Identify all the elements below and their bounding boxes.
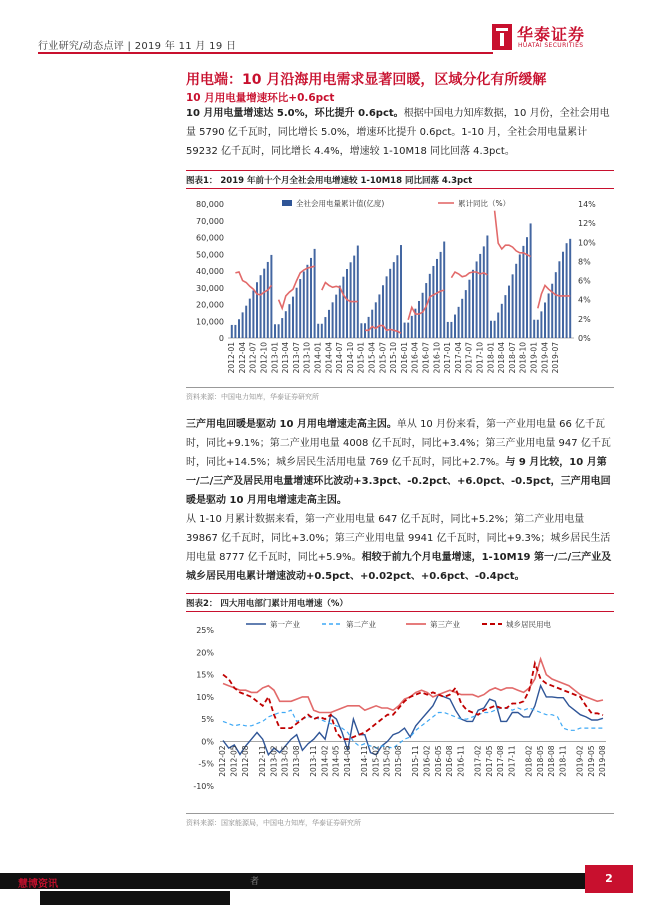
bar <box>461 299 463 338</box>
x-tick-label: 2016-10 <box>432 342 442 374</box>
company-logo <box>492 22 612 54</box>
x-tick-label: 2016-11 <box>456 745 466 777</box>
x-tick-label: 2017-02 <box>473 745 483 777</box>
x-tick-label: 2015-02 <box>371 745 381 777</box>
y-right-tick-label: 6% <box>578 276 591 286</box>
legend-label-4: 城乡居民用电 <box>506 620 551 629</box>
bar <box>486 235 488 338</box>
bar <box>508 286 510 338</box>
bar <box>285 311 287 338</box>
x-tick-label: 2018-01 <box>486 342 496 374</box>
bar <box>454 315 456 338</box>
x-tick-label: 2017-07 <box>464 342 474 374</box>
x-tick-label: 2015-08 <box>394 745 404 777</box>
legend-swatch-bars <box>282 200 292 206</box>
bar <box>393 262 395 338</box>
bar <box>245 306 247 338</box>
figure-2-title: 图表2： 四大用电部门累计用电增速（%） <box>186 593 614 612</box>
y-right-tick-label: 12% <box>578 219 596 229</box>
paragraph-2-conclusion: 与 9 月比较，10 月第一/二/三产及居民用电量增速环比波动+3.3pct、-0.2pct、+6.0pct、-0.5pct，三产用电回暖是驱动 10 月用电增速走高主因。 <box>186 457 611 506</box>
header-rule <box>38 52 493 54</box>
x-tick-label: 2014-08 <box>343 745 353 777</box>
x-tick-label: 2016-08 <box>445 745 455 777</box>
paragraph-2 <box>186 415 614 510</box>
x-tick-label: 2015-04 <box>367 342 377 374</box>
bar <box>530 223 532 338</box>
bar <box>292 297 294 338</box>
bar <box>569 239 571 338</box>
x-tick-label: 2012-11 <box>257 745 267 777</box>
x-tick-label: 2019-01 <box>529 342 539 374</box>
bar <box>375 302 377 338</box>
bar <box>540 311 542 338</box>
bar <box>504 295 506 338</box>
x-tick-label: 2012-08 <box>240 745 250 777</box>
x-tick-label: 2014-07 <box>335 342 345 374</box>
bar <box>353 256 355 338</box>
footer-dot-text: 点 <box>20 896 30 906</box>
x-tick-label: 2014-04 <box>324 342 334 374</box>
page-number: 2 <box>585 865 633 893</box>
figure-1-chart <box>186 190 614 388</box>
bar <box>382 285 384 338</box>
bar <box>566 243 568 338</box>
bar <box>447 322 449 338</box>
bar <box>483 246 485 338</box>
bar <box>404 323 406 338</box>
bar <box>321 324 323 338</box>
bar <box>432 266 434 338</box>
x-tick-label: 2015-11 <box>411 745 421 777</box>
y-left-tick-label: 70,000 <box>196 216 224 226</box>
bar <box>242 312 244 338</box>
x-tick-label: 2014-02 <box>320 745 330 777</box>
x-tick-label: 2017-01 <box>443 342 453 374</box>
y-right-tick-label: 2% <box>578 314 591 324</box>
x-tick-label: 2015-05 <box>382 745 392 777</box>
y-left-tick-label: 30,000 <box>196 283 224 293</box>
x-tick-label: 2017-11 <box>507 745 517 777</box>
bar <box>328 310 330 338</box>
bar <box>544 302 546 338</box>
bar <box>501 304 503 338</box>
y-tick-label: -5% <box>198 759 214 769</box>
bar <box>425 283 427 338</box>
y-right-tick-label: 4% <box>578 295 591 305</box>
x-tick-label: 2014-01 <box>313 342 323 374</box>
bar <box>422 293 424 338</box>
bar <box>396 255 398 338</box>
paragraph-2-body: 单从 10 月份来看，第一产业用电量 66 亿千瓦时，同比+9.1%；第二产业用电量 4008 亿千瓦时，同比+3.4%；第三产业用电量 947 亿千瓦时，同比+14.5%；城乡居民生活用电量 769 亿千瓦时，同比+2.7%。 <box>186 419 611 468</box>
bar <box>249 299 251 338</box>
bar <box>339 286 341 338</box>
bar <box>465 290 467 338</box>
x-tick-label: 2013-01 <box>270 342 280 374</box>
x-tick-label: 2014-11 <box>360 745 370 777</box>
bar <box>270 255 272 338</box>
x-tick-label: 2018-10 <box>518 342 528 374</box>
bar <box>274 324 276 338</box>
header-text: 行业研究/动态点评 | 2019 年 11 月 19 日 <box>38 41 237 52</box>
bar <box>238 319 240 338</box>
x-tick-label: 2012-02 <box>218 745 228 777</box>
bar <box>537 320 539 338</box>
bar <box>346 269 348 338</box>
bar <box>479 254 481 338</box>
bar <box>400 245 402 338</box>
bar <box>378 294 380 338</box>
x-tick-label: 2018-04 <box>497 342 507 374</box>
bar <box>260 275 262 338</box>
x-tick-label: 2016-04 <box>410 342 420 374</box>
x-tick-label: 2017-05 <box>484 745 494 777</box>
bar <box>263 269 265 338</box>
y-tick-label: 15% <box>196 670 214 680</box>
bar <box>490 321 492 338</box>
x-tick-label: 2015-07 <box>378 342 388 374</box>
legend-label-line: 累计同比（%） <box>458 199 511 208</box>
y-tick-label: 0% <box>201 737 214 747</box>
bar <box>317 324 319 338</box>
bar <box>256 282 258 338</box>
y-right-tick-label: 8% <box>578 257 591 267</box>
bar <box>468 280 470 338</box>
x-tick-label: 2014-10 <box>345 342 355 374</box>
bar <box>515 264 517 338</box>
paragraph-1-body: 根据中国电力知库数据，10 月份，全社会用电量 5790 亿千瓦时，同比增长 5.0%，增速环比提升 0.6pct。1-10 月，全社会用电量累计 59232 亿千瓦时，同比增长 4.4%，增速较 1-10M18 同比回落 4.3pct。 <box>186 108 610 157</box>
y-left-tick-label: 80,000 <box>196 200 224 209</box>
x-tick-label: 2015-10 <box>389 342 399 374</box>
x-tick-label: 2017-08 <box>496 745 506 777</box>
logo-mark-icon <box>492 24 512 50</box>
figure-1-source: 资料来源：中国电力知库，华泰证券研究所 <box>186 387 614 402</box>
y-right-tick-label: 14% <box>578 200 596 209</box>
x-tick-label: 2013-04 <box>281 342 291 374</box>
x-tick-label: 2016-05 <box>433 745 443 777</box>
legend-label-1: 第一产业 <box>270 620 300 629</box>
x-tick-label: 2016-02 <box>422 745 432 777</box>
y-left-tick-label: 60,000 <box>196 233 224 243</box>
growth-line <box>538 285 570 308</box>
bar <box>512 274 514 338</box>
y-right-tick-label: 10% <box>578 238 596 248</box>
section-title: 用电端：10 月沿海用电需求显著回暖，区域分化有所缓解 <box>186 72 547 88</box>
x-tick-label: 2019-02 <box>575 745 585 777</box>
legend-label-2: 第二产业 <box>346 620 376 629</box>
x-tick-label: 2012-01 <box>227 342 237 374</box>
x-tick-label: 2018-05 <box>535 745 545 777</box>
bar <box>436 259 438 338</box>
x-tick-label: 2019-08 <box>598 745 608 777</box>
x-tick-label: 2013-11 <box>308 745 318 777</box>
bar <box>288 304 290 338</box>
footer-bar-secondary <box>40 891 230 905</box>
bar <box>562 252 564 338</box>
bar <box>342 277 344 338</box>
bar <box>350 262 352 338</box>
section-subtitle: 10 月用电量增速环比+0.6pct <box>186 92 335 104</box>
bar <box>407 323 409 338</box>
bar <box>357 246 359 338</box>
bar <box>278 324 280 338</box>
paragraph-1-lead: 10 月用电量增速达 5.0%，环比提升 0.6pct。 <box>186 108 404 119</box>
bar <box>267 262 269 338</box>
bar <box>332 302 334 338</box>
legend-label-bars: 全社会用电量累计值(亿度) <box>296 199 385 208</box>
figure-1-title: 图表1： 2019 年前十个月全社会用电增速较 1-10M18 同比回落 4.3pct <box>186 170 614 189</box>
bar <box>472 270 474 338</box>
series-line-3 <box>223 659 603 713</box>
x-tick-label: 2018-08 <box>547 745 557 777</box>
y-left-tick-label: 20,000 <box>196 300 224 310</box>
y-left-tick-label: 10,000 <box>196 317 224 327</box>
x-tick-label: 2012-05 <box>229 745 239 777</box>
y-tick-label: 10% <box>196 692 214 702</box>
x-tick-label: 2018-11 <box>558 745 568 777</box>
x-tick-label: 2019-04 <box>540 342 550 374</box>
bar <box>389 269 391 338</box>
footer-gray-text: 者 <box>250 877 260 887</box>
page-header <box>38 25 612 54</box>
y-tick-label: -10% <box>193 782 214 791</box>
bar <box>371 310 373 338</box>
y-left-tick-label: 40,000 <box>196 267 224 276</box>
bar <box>418 301 420 338</box>
y-tick-label: 25% <box>196 626 214 635</box>
bar <box>429 274 431 338</box>
bar <box>533 320 535 338</box>
y-left-tick-label: 50,000 <box>196 250 224 260</box>
bar <box>296 288 298 338</box>
bar <box>522 246 524 338</box>
legend-label-3: 第三产业 <box>430 620 460 629</box>
x-tick-label: 2013-10 <box>302 342 312 374</box>
x-tick-label: 2016-01 <box>399 342 409 374</box>
bar <box>281 318 283 338</box>
x-tick-label: 2019-05 <box>586 745 596 777</box>
bar <box>314 249 316 338</box>
bar <box>519 254 521 338</box>
paragraph-3-conclusion: 相较于前九个月电量增速，1-10M19 第一/二/三产业及城乡居民用电累计增速波动+0.5pct、+0.02pct、+0.6pct、-0.4pct。 <box>186 552 612 582</box>
y-left-tick-label: 0 <box>218 334 224 343</box>
x-tick-label: 2019-07 <box>551 342 561 374</box>
bar <box>360 323 362 338</box>
x-tick-label: 2018-07 <box>507 342 517 374</box>
bar <box>335 295 337 338</box>
bar <box>411 316 413 338</box>
logo-name-cn: 华泰证券 <box>517 25 586 44</box>
figure-2-source: 资料来源：国家能源局，中国电力知库，华泰证券研究所 <box>186 813 614 828</box>
bar <box>548 293 550 338</box>
bar <box>324 317 326 338</box>
bar <box>234 325 236 338</box>
bar <box>526 237 528 338</box>
paragraph-3-body: 从 1-10 月累计数据来看，第一产业用电量 647 亿千瓦时，同比+5.2%；第二产业用电量 39867 亿千瓦时，同比+3.0%；第三产业用电量 9941 亿千瓦时，同比+9.3%；城乡居民生活用电量 8777 亿千瓦时，同比+5.9%。 <box>186 514 611 563</box>
x-tick-label: 2012-04 <box>237 342 247 374</box>
x-tick-label: 2014-05 <box>331 745 341 777</box>
bar <box>368 317 370 338</box>
paragraph-3 <box>186 510 614 586</box>
paragraph-2-lead: 三产用电回暖是驱动 10 月用电增速走高主因。 <box>186 419 397 430</box>
bar <box>450 322 452 338</box>
x-tick-label: 2017-04 <box>453 342 463 374</box>
bar <box>299 279 301 338</box>
bar <box>497 313 499 338</box>
bar <box>558 261 560 338</box>
bar <box>303 272 305 338</box>
x-tick-label: 2015-01 <box>356 342 366 374</box>
x-tick-label: 2013-08 <box>291 745 301 777</box>
growth-line <box>495 211 531 257</box>
x-tick-label: 2016-07 <box>421 342 431 374</box>
x-tick-label: 2018-02 <box>524 745 534 777</box>
x-tick-label: 2012-07 <box>248 342 258 374</box>
bar <box>440 252 442 338</box>
footer-watermark: 慧博资讯 <box>18 879 58 890</box>
x-tick-label: 2013-05 <box>280 745 290 777</box>
x-tick-label: 2013-07 <box>291 342 301 374</box>
paragraph-1 <box>186 104 614 161</box>
bar <box>494 321 496 338</box>
series-line-2 <box>223 708 603 748</box>
logo-name-en: HUATAI SECURITIES <box>518 42 584 49</box>
figure-2-chart <box>186 614 614 812</box>
bar <box>310 258 312 338</box>
growth-line <box>451 272 487 278</box>
x-tick-label: 2012-10 <box>259 342 269 374</box>
y-right-tick-label: 0% <box>578 334 591 343</box>
y-tick-label: 20% <box>196 648 214 658</box>
bar <box>555 272 557 338</box>
y-tick-label: 5% <box>201 715 214 725</box>
bar <box>306 265 308 338</box>
bar <box>252 290 254 338</box>
footer-bar <box>0 873 590 889</box>
x-tick-label: 2017-10 <box>475 342 485 374</box>
x-tick-label: 2013-02 <box>269 745 279 777</box>
bar <box>231 325 233 338</box>
bar <box>458 307 460 338</box>
